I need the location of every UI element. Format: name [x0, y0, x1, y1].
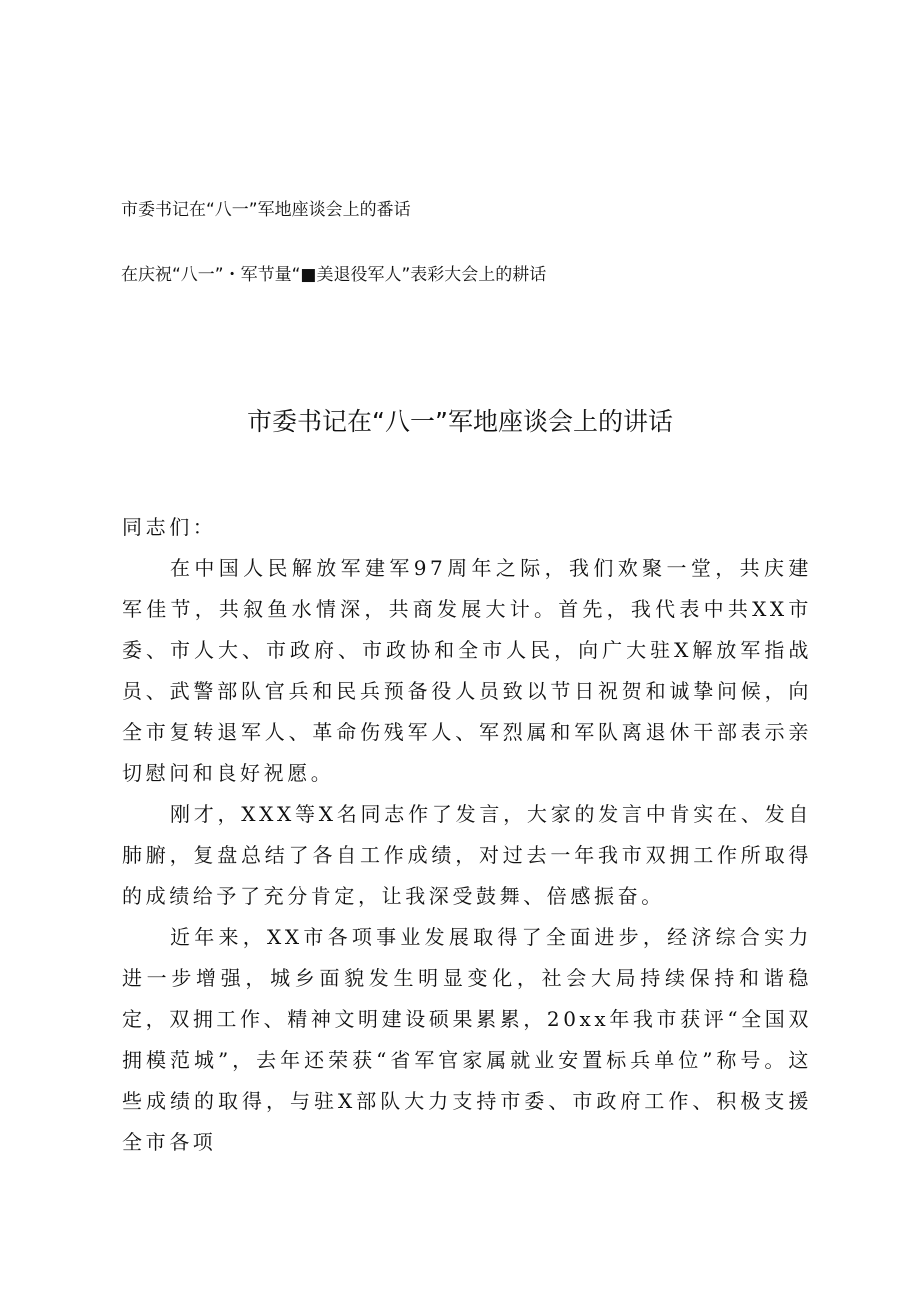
paragraph-1: 在中国人民解放军建军97周年之际，我们欢聚一堂，共庆建军佳节，共叙鱼水情深，共商发展大计。首先，我代表中共XX市委、市人大、市政府、市政协和全市人民，向广大驻X解放军指战员、武警部队官兵和民兵预备役人员致以节日祝贺和诚挚问候，向全市复转退军人、革命伤残军人、军烈属和军队离退休干部表示亲切慰问和良好祝愿。: [122, 556, 812, 785]
toc-item-1: 市委书记在“八一”军地座谈会上的番话: [121, 200, 411, 220]
document-title: 市委书记在“八一”军地座谈会上的讲话: [247, 407, 673, 436]
paragraph-3: 近年来，XX市各项事业发展取得了全面进步，经济综合实力进一步增强，城乡面貌发生明显变化，社会大局持续保持和谐稳定，双拥工作、精神文明建设硕果累累，20xx年我市获评“全国双拥模范城”，去年还荣获“省军官家属就业安置标兵单位”称号。这些成绩的取得，与驻X部队大力支持市委、市政府工作、积极支援全市各项: [122, 925, 812, 1154]
toc-item-2: 在庆祝“八一”・军节量“■美退役军人”表彩大会上的耕话: [121, 265, 547, 285]
document-body: [122, 507, 812, 1163]
paragraph-2: 刚才，XXX等X名同志作了发言，大家的发言中肯实在、发自肺腑，复盘总结了各自工作成绩，对过去一年我市双拥工作所取得的成绩给予了充分肯定，让我深受鼓舞、倍感振奋。: [122, 802, 812, 908]
salutation: 同志们：: [122, 515, 217, 539]
